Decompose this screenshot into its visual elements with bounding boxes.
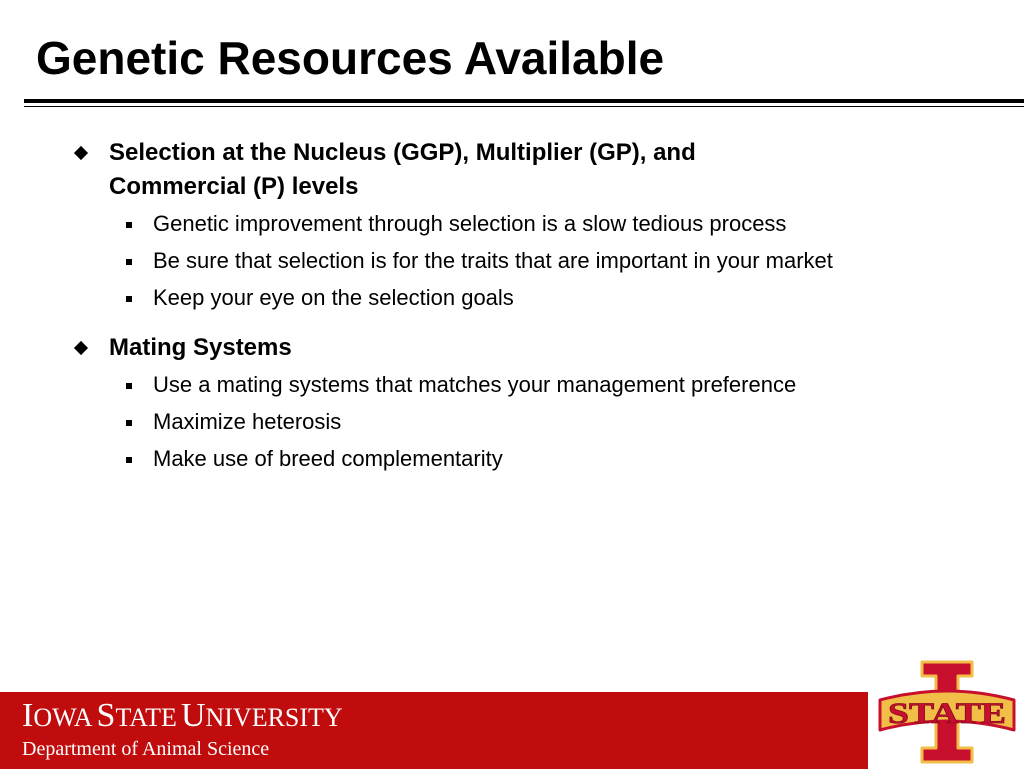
sub-bullet-text: Keep your eye on the selection goals: [153, 285, 514, 310]
title-divider-thick: [24, 99, 1024, 103]
square-bullet-icon: [126, 222, 132, 228]
square-bullet-icon: [126, 383, 132, 389]
diamond-bullet-icon: [74, 146, 88, 160]
isu-i-state-logo-icon: [876, 660, 1018, 764]
sub-bullet: [0, 209, 883, 239]
bullet-heading-text: Selection at the Nucleus (GGP), Multiplier (GP), and Commercial (P) levels: [109, 139, 696, 200]
university-name: IOWA STATE UNIVERSITY: [22, 697, 343, 734]
section-mating-systems: [0, 331, 1024, 474]
department-name: Department of Animal Science: [22, 738, 270, 760]
sub-bullet: [0, 444, 883, 474]
square-bullet-icon: [126, 296, 132, 302]
title-divider-thin: [24, 106, 1024, 107]
sub-bullet: [0, 370, 883, 400]
diamond-bullet-icon: [74, 341, 88, 355]
sub-bullet: [0, 407, 883, 437]
square-bullet-icon: [126, 420, 132, 426]
section-selection: [0, 136, 1024, 313]
sub-bullet-text: Maximize heterosis: [153, 409, 342, 434]
slide-content: [0, 136, 1024, 474]
footer-bar: [0, 691, 868, 769]
sub-bullet-text: Genetic improvement through selection is a slow tedious process: [153, 211, 787, 236]
sub-bullet: [0, 246, 883, 276]
square-bullet-icon: [126, 457, 132, 463]
square-bullet-icon: [126, 259, 132, 265]
bullet-heading-text: Mating Systems: [109, 334, 292, 361]
sub-bullet-text: Be sure that selection is for the traits that are important in your market: [153, 248, 833, 273]
sub-bullet-text: Use a mating systems that matches your management preference: [153, 372, 797, 397]
bullet-heading: [0, 136, 829, 204]
slide-title: Genetic Resources Available: [36, 32, 665, 84]
logo-state-text: STATE: [888, 697, 1006, 730]
bullet-heading: [0, 331, 829, 365]
sub-bullet-text: Make use of breed complementarity: [153, 446, 503, 471]
sub-bullet: [0, 283, 883, 313]
